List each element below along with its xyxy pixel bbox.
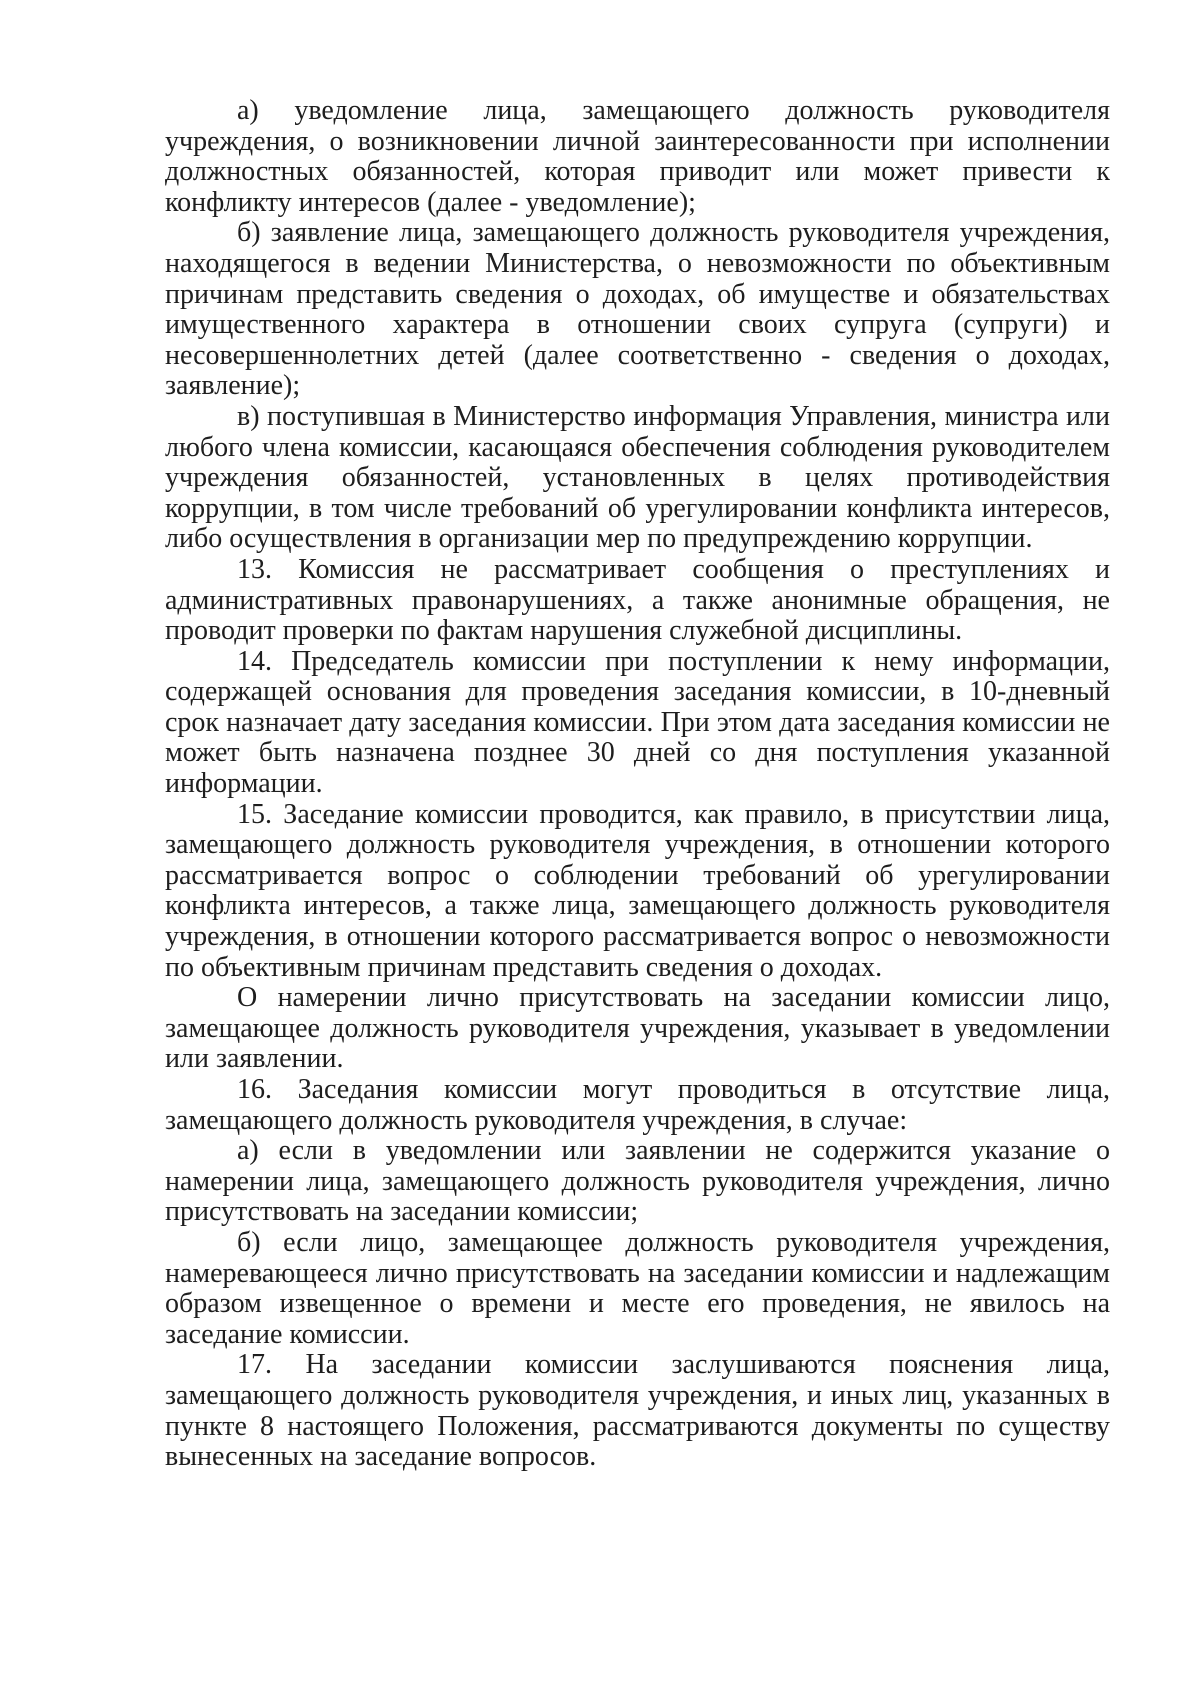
document-page: [165, 96, 1110, 1473]
paragraph-16-a: а) если в уведомлении или заявлении не содержится указание о намерении лица, замещающего должность руководителя учреждения, лично присутствовать на заседании комиссии;: [165, 1135, 1110, 1228]
paragraph-16-b: б) если лицо, замещающее должность руководителя учреждения, намеревающееся лично присутствовать на заседании комиссии и надлежащим образом извещенное о времени и месте его проведения, не явилось на заседание комиссии.: [165, 1226, 1110, 1350]
paragraph-v-information: в) поступившая в Министерство информация Управления, министра или любого члена комиссии, касающаяся обеспечения соблюдения руководителем учреждения обязанностей, установленных в целях противодействия коррупции, в том числе требований об урегулировании конфликта интересов, либо осуществления в организации мер по предупреждению коррупции.: [165, 400, 1110, 555]
paragraph-16: 16. Заседания комиссии могут проводиться в отсутствие лица, замещающего должность руководителя учреждения, в случае:: [165, 1074, 1110, 1136]
paragraph-15: 15. Заседание комиссии проводится, как правило, в присутствии лица, замещающего должность руководителя учреждения, в отношении которого рассматривается вопрос о соблюдении требований об урегулировании конфликта интересов, а также лица, замещающего должность руководителя учреждения, в отношении которого рассматривается вопрос о невозможности по объективным причинам представить сведения о доходах.: [165, 798, 1110, 983]
paragraph-b-statement: б) заявление лица, замещающего должность руководителя учреждения, находящегося в ведении Министерства, о невозможности по объективным причинам представить сведения о доходах, об имуществе и обязательствах имущественного характера в отношении своих супруга (супруги) и несовершеннолетних детей (далее соответственно - сведения о доходах, заявление);: [165, 217, 1110, 402]
paragraph-a-notification: а) уведомление лица, замещающего должность руководителя учреждения, о возникновении личной заинтересованности при исполнении должностных обязанностей, которая приводит или может привести к конфликту интересов (далее - уведомление);: [165, 95, 1110, 218]
paragraph-14: 14. Председатель комиссии при поступлении к нему информации, содержащей основания для проведения заседания комиссии, в 10-дневный срок назначает дату заседания комиссии. При этом дата заседания комиссии не может быть назначена позднее 30 дней со дня поступления указанной информации.: [165, 645, 1110, 800]
paragraph-13: 13. Комиссия не рассматривает сообщения о преступлениях и административных правонарушениях, а также анонимные обращения, не проводит проверки по фактам нарушения служебной дисциплины.: [165, 553, 1110, 647]
paragraph-15-intent: О намерении лично присутствовать на заседании комиссии лицо, замещающее должность руководителя учреждения, указывает в уведомлении или заявлении.: [165, 982, 1110, 1075]
paragraph-17: 17. На заседании комиссии заслушиваются пояснения лица, замещающего должность руководителя учреждения, и иных лиц, указанных в пункте 8 настоящего Положения, рассматриваются документы по существу вынесенных на заседание вопросов.: [165, 1349, 1110, 1473]
